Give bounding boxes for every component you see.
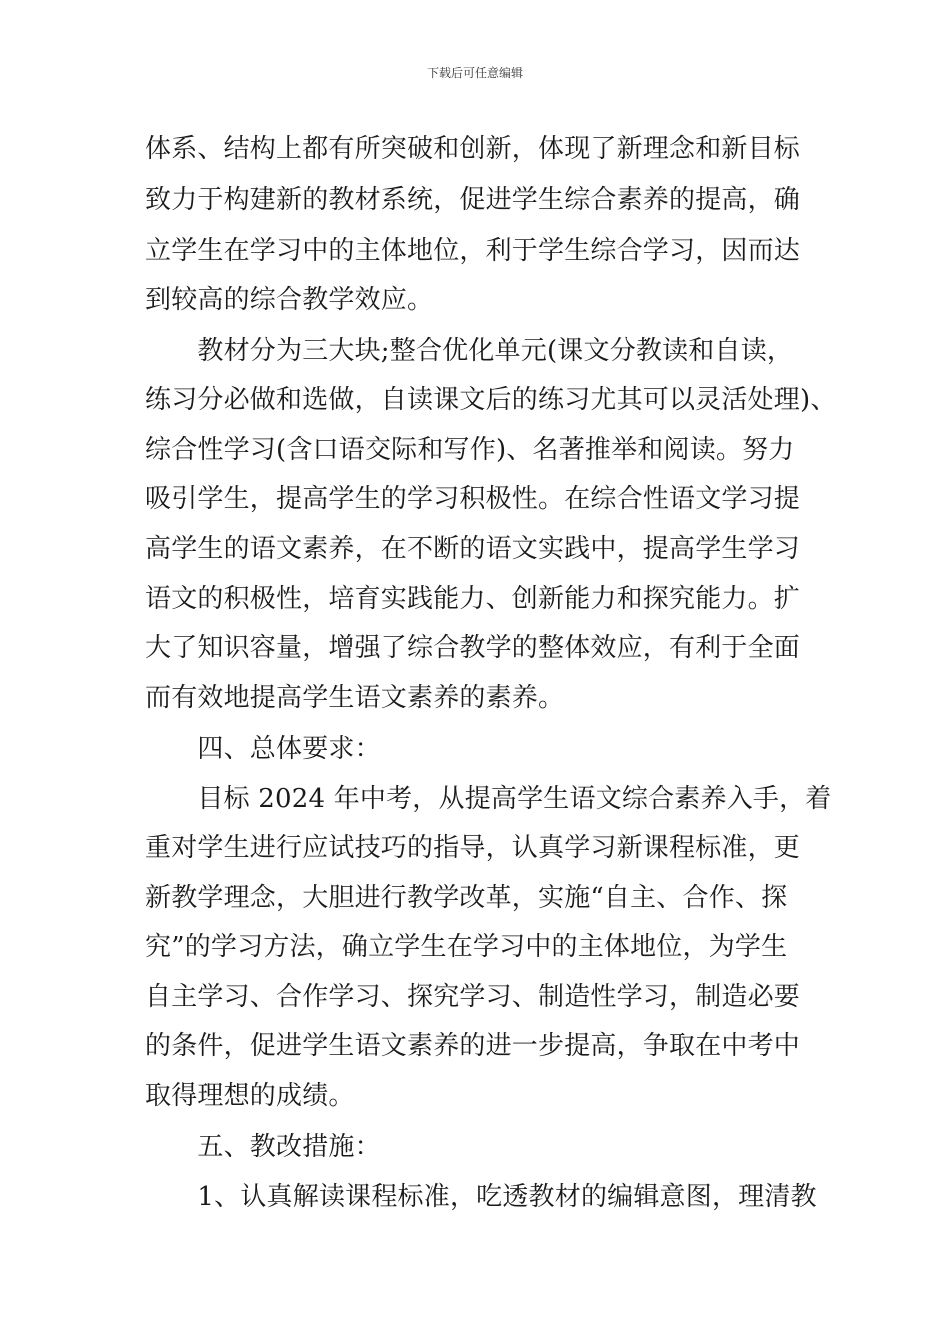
text-line: 练习分必做和选做，自读课文后的练习尤其可以灵活处理)、: [145, 385, 837, 415]
page-header: 下载后可任意编辑: [426, 66, 523, 80]
text-line: 目标 2024 年中考，从提高学生语文综合素养入手，着: [145, 784, 832, 814]
section-heading: 四、总体要求：: [145, 734, 381, 764]
text-line: 大了知识容量，增强了综合教学的整体效应，有利于全面: [145, 633, 801, 663]
text-line: 自主学习、合作学习、探究学习、制造性学习，制造必要: [145, 982, 801, 1012]
text-line: 吸引学生，提高学生的学习积极性。在综合性语文学习提: [145, 484, 801, 514]
text-line: 1、认真解读课程标准，吃透教材的编辑意图，理清教: [145, 1182, 817, 1212]
text-line: 究”的学习方法，确立学生在学习中的主体地位，为学生: [145, 932, 788, 962]
text-line: 致力于构建新的教材系统，促进学生综合素养的提高，确: [145, 185, 801, 215]
text-line: 教材分为三大块;整合优化单元(课文分教读和自读，: [145, 336, 794, 366]
text-line: 语文的积极性，培育实践能力、创新能力和探究能力。扩: [145, 584, 801, 614]
text-line: 而有效地提高学生语文素养的素养。: [145, 683, 565, 713]
text-line: 高学生的语文素养，在不断的语文实践中，提高学生学习: [145, 534, 801, 564]
text-line: 立学生在学习中的主体地位，利于学生综合学习，因而达: [145, 236, 801, 266]
section-heading: 五、教改措施：: [145, 1132, 381, 1162]
text-line: 新教学理念，大胆进行教学改革，实施“自主、合作、探: [145, 883, 788, 913]
text-line: 取得理想的成绩。: [145, 1081, 355, 1111]
text-line: 综合性学习(含口语交际和写作)、名著推举和阅读。努力: [145, 435, 795, 465]
text-line: 的条件，促进学生语文素养的进一步提高，争取在中考中: [145, 1031, 801, 1061]
text-line: 重对学生进行应试技巧的指导，认真学习新课程标准，更: [145, 833, 801, 863]
text-line: 体系、结构上都有所突破和创新，体现了新理念和新目标: [145, 134, 801, 164]
text-line: 到较高的综合教学效应。: [145, 285, 434, 315]
